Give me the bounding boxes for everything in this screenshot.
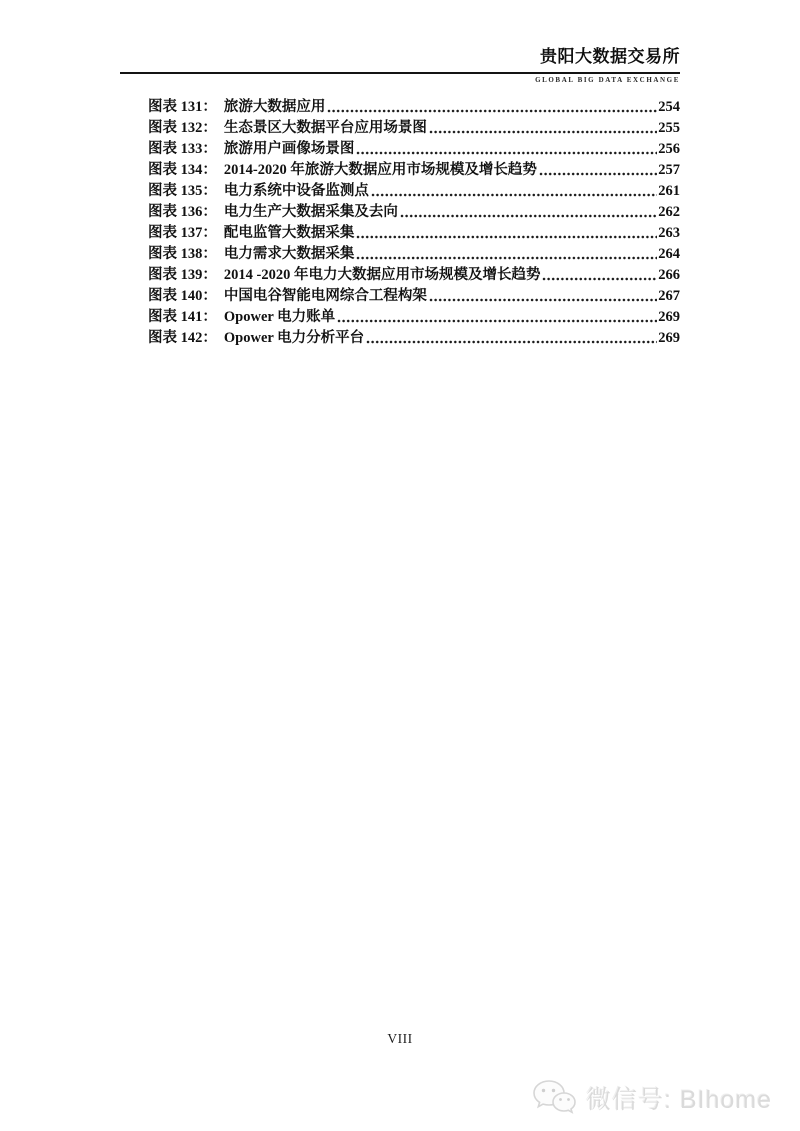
toc-entry — [120, 305, 680, 326]
toc-entry-label: 图表 132： — [148, 120, 217, 136]
wechat-id-text: 微信号: BIhome — [585, 1086, 772, 1114]
toc-leader-dots — [400, 214, 657, 218]
toc-entry-title: Opower 电力分析平台 — [223, 330, 365, 346]
wechat-watermark — [531, 1078, 772, 1118]
content-column — [120, 0, 680, 347]
brand-logo — [120, 47, 680, 67]
brand-logo-chinese: 贵阳大数据交易所 — [540, 47, 680, 66]
page-header — [120, 47, 680, 84]
toc-leader-dots — [429, 298, 657, 302]
toc-entry-title: 2014 -2020 年电力大数据应用市场规模及增长趋势 — [223, 267, 541, 283]
toc-entry-label: 图表 139： — [148, 267, 217, 283]
toc-entry — [120, 284, 680, 305]
toc-entry — [120, 137, 680, 158]
toc-entry — [120, 179, 680, 200]
toc-entry-title: 2014-2020 年旅游大数据应用市场规模及增长趋势 — [223, 162, 537, 178]
toc-leader-dots — [371, 193, 657, 197]
toc-entry-label: 图表 131： — [148, 99, 217, 115]
toc-entry-title: Opower 电力账单 — [223, 309, 336, 325]
toc-leader-dots — [327, 109, 657, 113]
wechat-icon — [531, 1078, 577, 1118]
toc-entry-title: 旅游用户画像场景图 — [223, 141, 355, 157]
toc-entry-title: 生态景区大数据平台应用场景图 — [223, 120, 427, 136]
toc-leader-dots — [539, 172, 657, 176]
toc-entry-label: 图表 141： — [148, 309, 217, 325]
toc-entry-page: 261 — [658, 183, 680, 199]
toc-leader-dots — [366, 340, 657, 344]
toc-leader-dots — [356, 151, 657, 155]
toc-leader-dots — [337, 319, 657, 323]
toc-entry-title: 电力生产大数据采集及去向 — [223, 204, 398, 220]
toc-leader-dots — [356, 235, 657, 239]
toc-leader-dots — [429, 130, 657, 134]
toc-entry-label: 图表 138： — [148, 246, 217, 262]
toc-entry — [120, 95, 680, 116]
toc-entry — [120, 158, 680, 179]
toc-leader-dots — [542, 277, 657, 281]
toc-entry-label: 图表 137： — [148, 225, 217, 241]
toc-entry — [120, 263, 680, 284]
toc-entry-page: 269 — [658, 330, 680, 346]
toc-entry-title: 电力系统中设备监测点 — [223, 183, 369, 199]
toc-entry-page: 264 — [658, 246, 680, 262]
toc-entry-page: 262 — [658, 204, 680, 220]
toc-entry-page: 266 — [658, 267, 680, 283]
toc-entry-page: 263 — [658, 225, 680, 241]
toc-entry-label: 图表 136： — [148, 204, 217, 220]
toc-entry — [120, 116, 680, 137]
toc-entry-title: 配电监管大数据采集 — [223, 225, 355, 241]
toc-entry-title: 电力需求大数据采集 — [223, 246, 355, 262]
page-number: VIII — [387, 1031, 413, 1046]
toc-entry-label: 图表 134： — [148, 162, 217, 178]
toc-entry — [120, 200, 680, 221]
toc-entry — [120, 242, 680, 263]
toc-list — [120, 95, 680, 347]
toc-entry — [120, 326, 680, 347]
toc-entry-label: 图表 142： — [148, 330, 217, 346]
toc-entry-title: 中国电谷智能电网综合工程构架 — [223, 288, 427, 304]
toc-entry-page: 269 — [658, 309, 680, 325]
toc-entry-page: 255 — [658, 120, 680, 136]
header-divider — [120, 72, 680, 74]
toc-entry-label: 图表 133： — [148, 141, 217, 157]
toc-entry-title: 旅游大数据应用 — [223, 99, 326, 115]
toc-entry-label: 图表 135： — [148, 183, 217, 199]
toc-leader-dots — [356, 256, 657, 260]
toc-entry-page: 267 — [658, 288, 680, 304]
toc-entry-page: 254 — [658, 99, 680, 115]
brand-logo-english: GLOBAL BIG DATA EXCHANGE — [535, 76, 680, 84]
toc-entry-label: 图表 140： — [148, 288, 217, 304]
toc-entry — [120, 221, 680, 242]
toc-entry-page: 257 — [658, 162, 680, 178]
toc-entry-page: 256 — [658, 141, 680, 157]
